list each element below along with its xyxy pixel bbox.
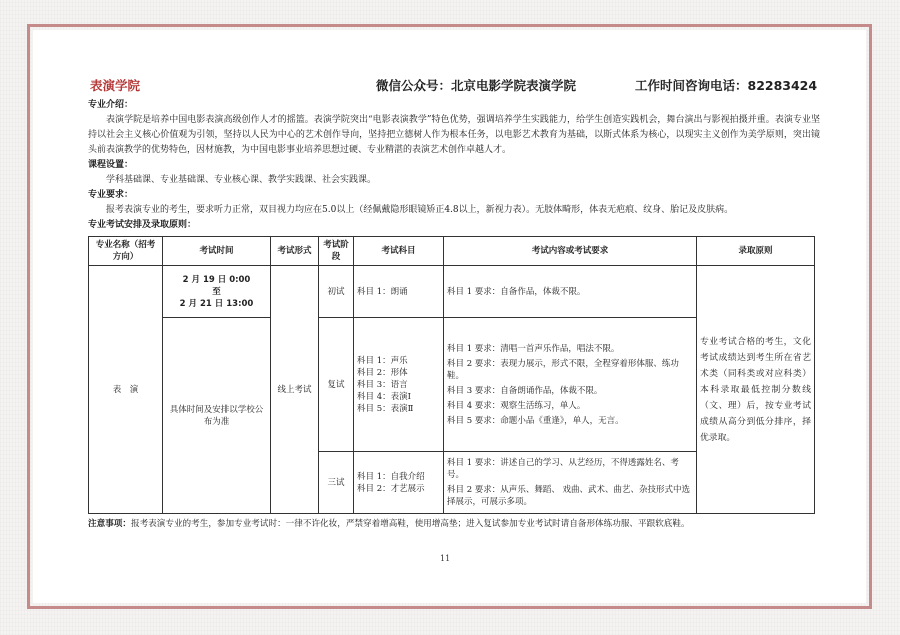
header-stage: 考试阶段	[319, 237, 354, 266]
table-title: 专业考试安排及录取原则：	[88, 220, 197, 230]
content-item: 科目 3 要求：自备朗诵作品，体裁不限。	[447, 385, 603, 396]
courses-title: 课程设置：	[88, 160, 134, 170]
wechat-account: 微信公众号：北京电影学院表演学院	[376, 78, 577, 93]
intro-title: 专业介绍：	[88, 100, 134, 110]
content-item: 科目 1 要求：自备作品，体裁不限。	[447, 286, 586, 297]
header-time: 考试时间	[163, 237, 271, 266]
time-cell-later: 具体时间及安排以学校公布为准	[163, 318, 271, 514]
subject-item: 科目 4：表演Ⅰ	[357, 391, 411, 402]
stage-initial: 初试	[319, 266, 354, 318]
content-second	[444, 318, 697, 452]
time-cell-initial	[163, 266, 271, 318]
stage-third: 三试	[319, 452, 354, 514]
table-row-initial	[89, 266, 815, 318]
notes	[88, 518, 828, 530]
time-to: 至	[212, 286, 221, 297]
header-content: 考试内容或考试要求	[444, 237, 697, 266]
page-number: 11	[440, 554, 451, 563]
major-cell: 表 演	[89, 266, 163, 514]
subject-item: 科目 1：朗诵	[357, 286, 408, 297]
requirements-title: 专业要求：	[88, 190, 134, 200]
content-third	[444, 452, 697, 514]
exam-table	[88, 236, 815, 514]
requirements-text: 报考表演专业的考生，要求听力正常，双目视力均应在5.0以上（经佩戴隐形眼镜矫正4.8以上，新视力表）。无肢体畸形，体表无疤痕、纹身、胎记及皮肤病。	[106, 205, 734, 215]
time-end: 2 月 21 日 13:00	[179, 298, 254, 309]
header-form: 考试形式	[271, 237, 319, 266]
form-cell: 线上考试	[271, 266, 319, 514]
content-item: 科目 1 要求：讲述自己的学习、从艺经历，不得透露姓名、考号。	[447, 458, 679, 480]
admission-rule: 专业考试合格的考生，文化考试成绩达到考生所在省艺术类（同科类或对应科类）本科录取最低控制分数线（文、理）后，按专业考试成绩从高分到低分排序，择优录取。	[697, 266, 815, 514]
header-rule: 录取原则	[697, 237, 815, 266]
subject-item: 科目 1：声乐	[357, 355, 408, 366]
courses-text: 学科基础课、专业基础课、专业核心课、教学实践课、社会实践课。	[106, 175, 377, 185]
intro-text: 表演学院是培养中国电影表演高级创作人才的摇篮。表演学院突出“电影表演教学”特色优势，强调培养学生实践能力，给学生创造实践机会，舞台演出与影视拍摄并重。表演专业坚持以社会主义核心价值观为引领，坚持以人民为中心的艺术创作导向，坚持把立德树人作为根本任务，以电影艺术教育为基础，以斯式体系为核心，以现实主义创作为美学原则，突出镜头前表演教学的优势特色，因材施教，为中国电影事业培养思想过硬、专业精湛的表演艺术创作卓越人才。	[88, 115, 820, 155]
header-major: 专业名称（招考方向）	[89, 237, 163, 266]
content-item: 科目 2 要求：表现力展示，形式不限，全程穿着形体服、练功鞋。	[447, 358, 679, 381]
intro-section	[88, 98, 820, 233]
time-start: 2 月 19 日 0:00	[182, 274, 251, 285]
page-header	[90, 76, 820, 96]
subject-item: 科目 3：语言	[357, 379, 408, 390]
subject-item: 科目 1：自我介绍	[357, 471, 425, 482]
subject-item: 科目 2：形体	[357, 367, 408, 378]
subjects-initial	[354, 266, 444, 318]
stage-second: 复试	[319, 318, 354, 452]
content-initial	[444, 266, 697, 318]
subjects-third	[354, 452, 444, 514]
notes-text: 报考表演专业的考生，参加专业考试时：一律不许化妆，严禁穿着增高鞋，使用增高垫；进入复试参加专业考试时请自备形体练功服、平跟软底鞋。	[130, 519, 690, 529]
content-item: 科目 1 要求：清唱一首声乐作品，唱法不限。	[447, 343, 620, 354]
hotline: 工作时间咨询电话：82283424	[635, 78, 818, 93]
subject-item: 科目 2：才艺展示	[357, 483, 425, 494]
table-header-row	[89, 237, 815, 266]
subjects-second	[354, 318, 444, 452]
header-subjects: 考试科目	[354, 237, 444, 266]
content-item: 科目 4 要求：观察生活练习，单人。	[447, 400, 586, 411]
notes-label: 注意事项：	[88, 519, 131, 529]
content-item: 科目 2 要求：从声乐、舞蹈、 戏曲、武术、曲艺、杂技形式中选择展示，可展示多项。	[447, 485, 691, 507]
college-name: 表演学院	[90, 78, 141, 93]
subject-item: 科目 5：表演Ⅱ	[357, 403, 414, 414]
content-item: 科目 5 要求：命题小品《重逢》，单人，无言。	[447, 415, 624, 426]
